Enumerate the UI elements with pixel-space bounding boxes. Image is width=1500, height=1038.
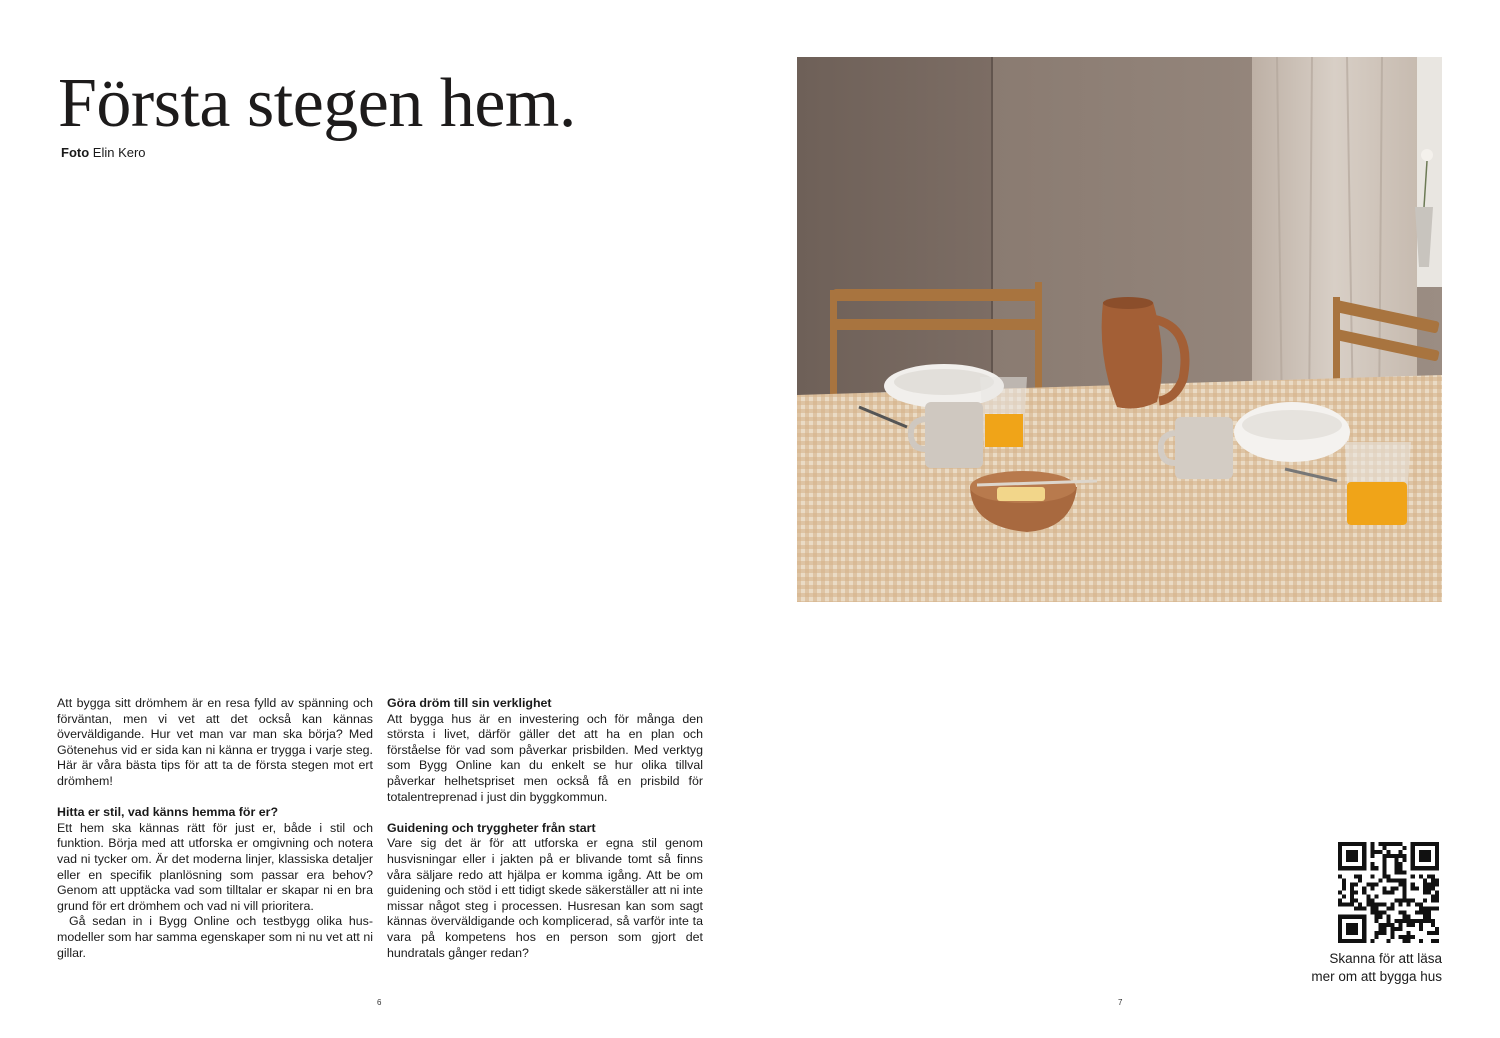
qr-caption: [1222, 950, 1442, 986]
body-paragraph: Ett hem ska kännas rätt för just er, både i stil och funktion. Börja med att utforska er omgivning och notera vad ni tycker om. Är det moderna linjer, klassiska detaljer eller en specifik planlösning som passar era behov? Genom att upptäcka vad som tilltalar er skapar ni en bra grund för ert drömhem och vad ni vill prioritera.: [57, 820, 373, 913]
qr-caption-line: mer om att bygga hus: [1311, 969, 1442, 984]
section-heading: Göra dröm till sin verklighet: [387, 696, 552, 710]
photo-credit: [61, 145, 146, 161]
breakfast-table-photo: [797, 57, 1442, 602]
qr-code[interactable]: [1338, 842, 1439, 943]
intro-paragraph: Att bygga sitt drömhem är en resa fylld av spänning och förväntan, men vi vet att det också kan kännas överväldigande. Hur vet man var man ska börja? Med Götenehus vid er sida kan ni känna er trygga i varje steg. Här är våra bästa tips för att ta de första stegen mot ert drömhem!: [57, 696, 373, 788]
page-number-left: 6: [377, 998, 382, 1007]
qr-caption-line: Skanna för att läsa: [1329, 951, 1442, 966]
page-title: Första stegen hem.: [58, 65, 576, 142]
photo-credit-name: Elin Kero: [92, 145, 146, 160]
article-column-left: [57, 696, 373, 961]
body-paragraph: Vare sig det är för att utforska er egna stil genom husvisningar eller i jakten på er blivande tomt så finns våra säljare redo att hjälpa er komma igång. Att be om guidening och stöd i ett tidigt skede säkerställer att ni inte missar något steg i processen. Husresan kan som sagt kännas överväldigande och komplicerad, så varför inte ta vara på kompetens hos en person som gjort det hundratals gånger redan?: [387, 836, 703, 960]
photo-credit-label: Foto: [61, 145, 90, 160]
body-paragraph: Att bygga hus är en investering och för många den största i livet, därför gäller det att ha en plan och förståelse för vad som påverkar prisbilden. Med verktyg som Bygg Online kan du enkelt se hur olika tillval påverkar helhetspriset men också få en prisbild för totalentreprenad i just din byggkommun.: [387, 711, 703, 804]
body-paragraph: Gå sedan in i Bygg Online och testbygg olika husmodeller som har samma egenskaper som ni nu vet att ni gillar.: [57, 914, 373, 960]
section-heading: Guidening och tryggheter från start: [387, 820, 596, 835]
section-heading: Hitta er stil, vad känns hemma för er?: [57, 805, 279, 820]
page-number-right: 7: [1118, 998, 1123, 1007]
article-column-right: [387, 696, 703, 961]
